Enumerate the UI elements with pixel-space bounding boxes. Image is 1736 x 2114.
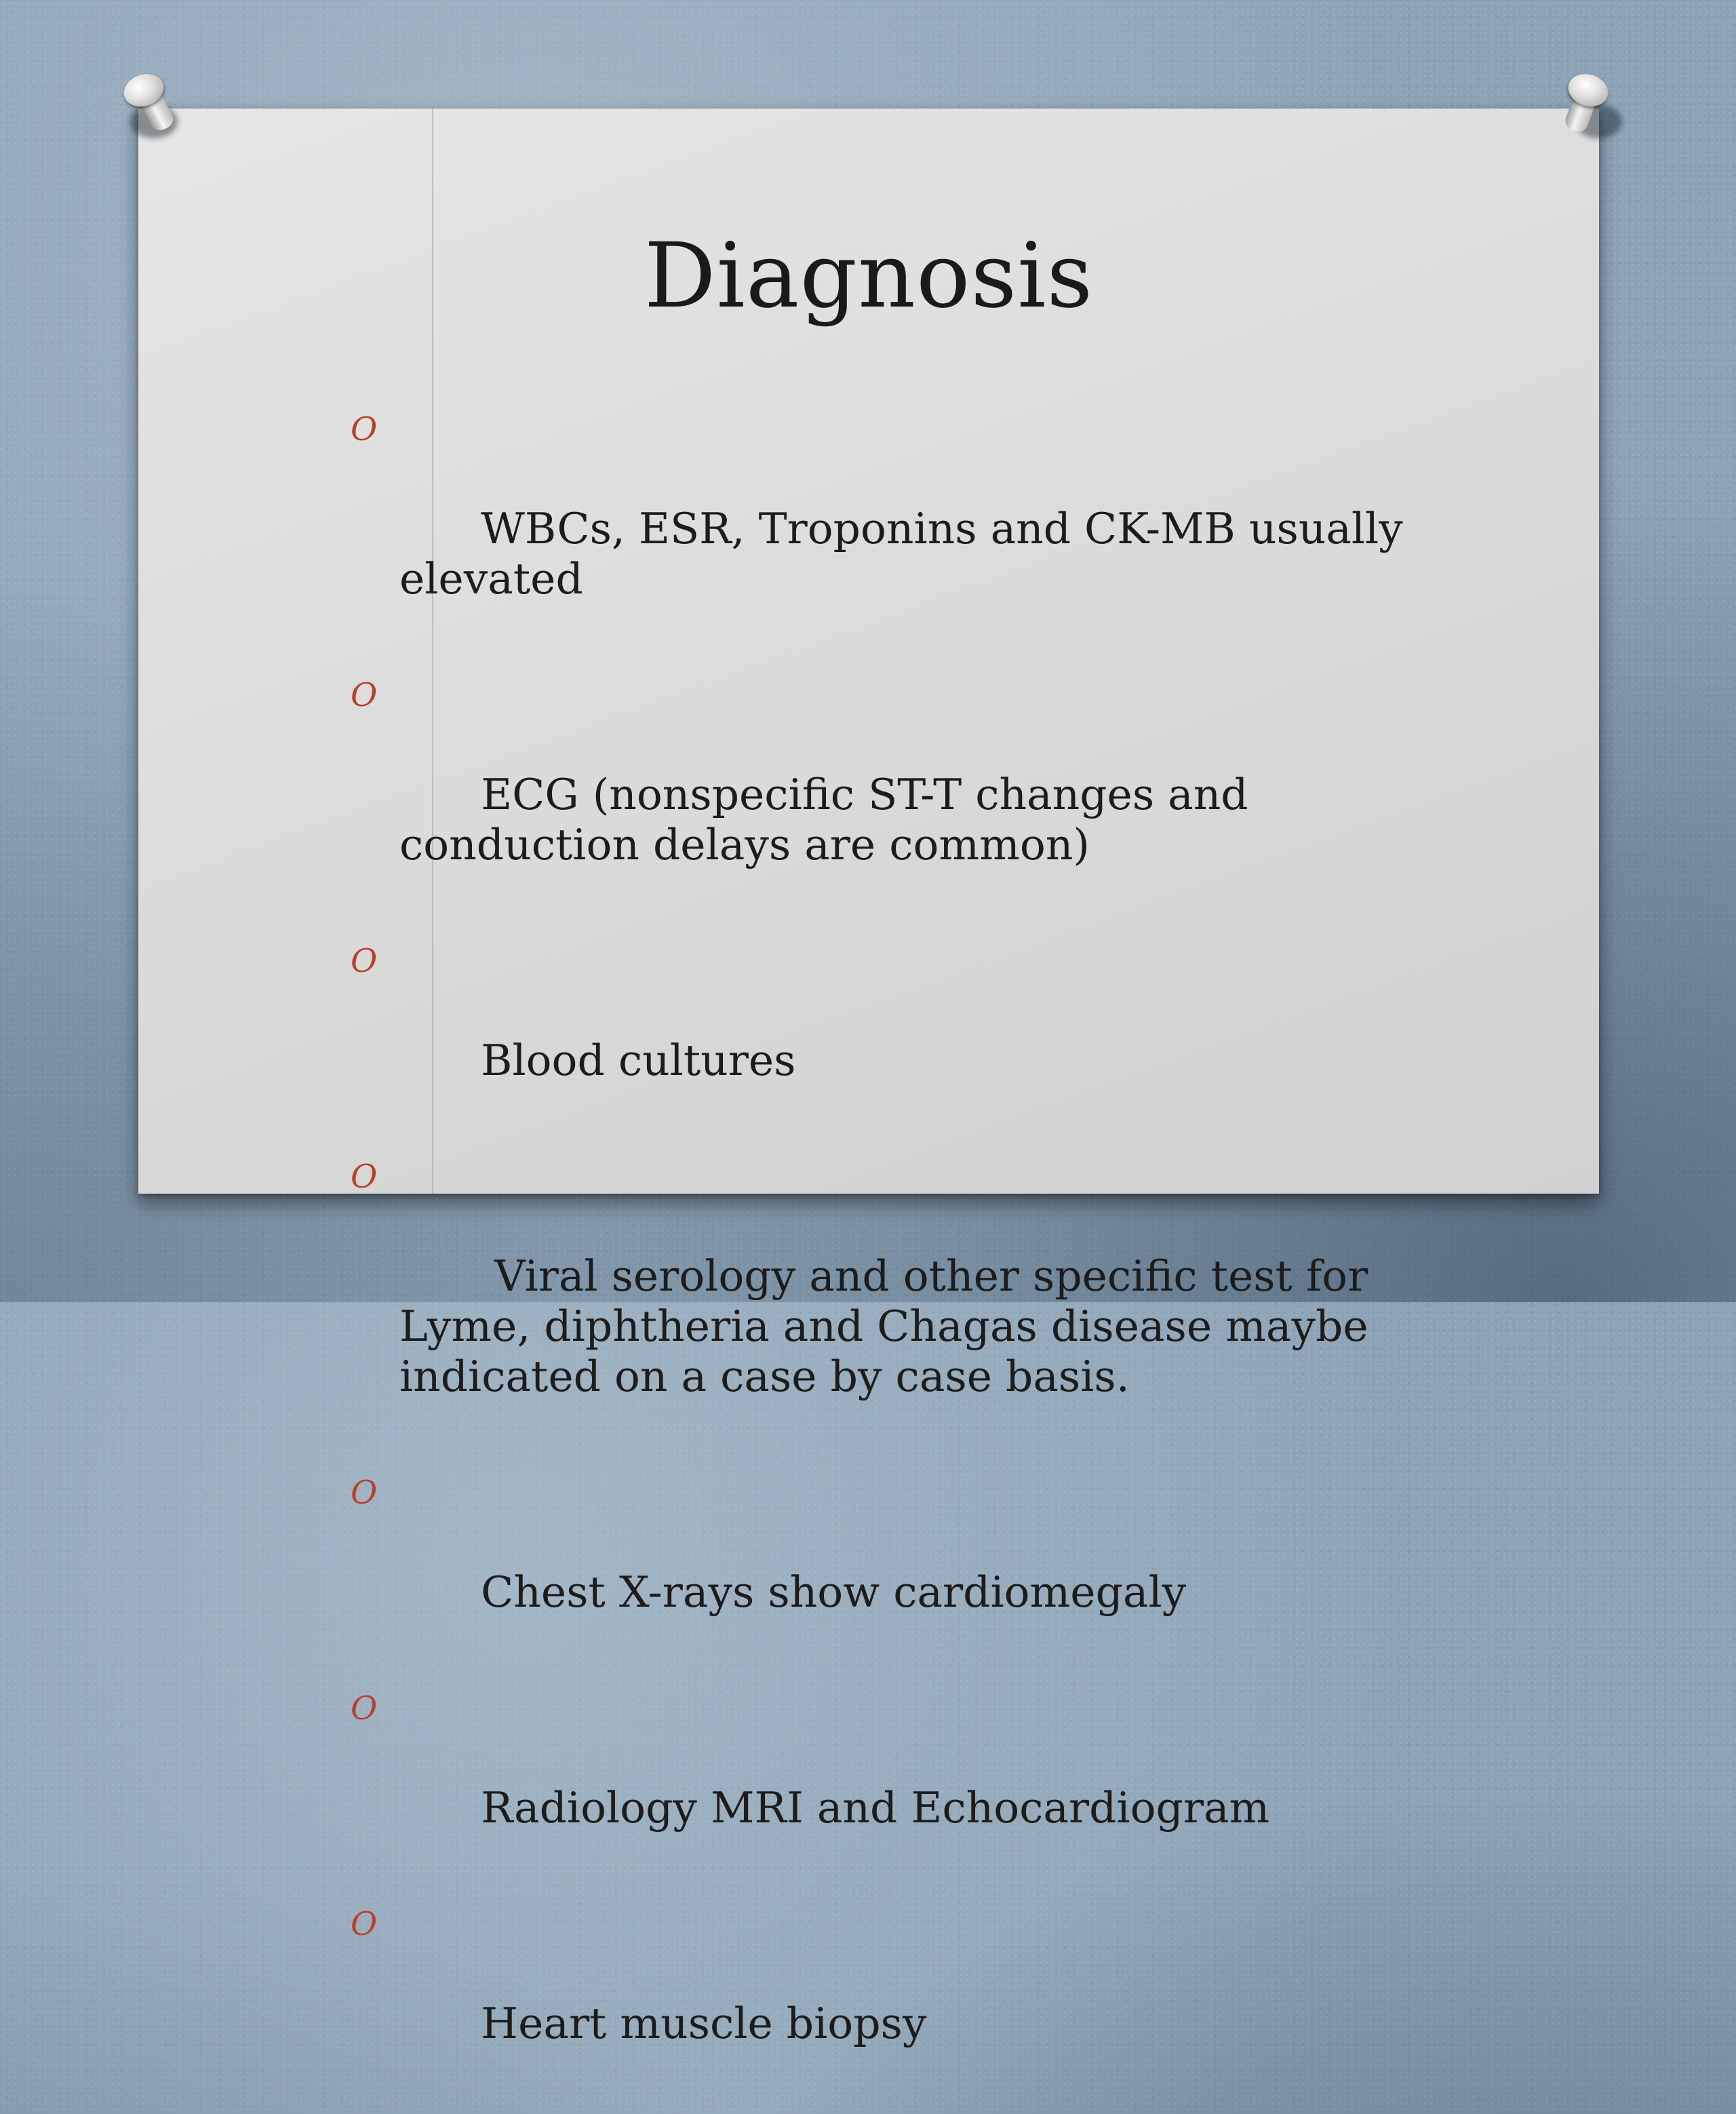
bullet-text: ECG (nonspecific ST-T changes and conduction delays are common)	[399, 770, 1262, 869]
bullet-list	[345, 404, 1417, 2114]
bullet-item	[345, 1683, 1403, 1883]
bullet-item	[345, 1898, 1403, 2099]
bullet-marker-icon: O	[351, 1689, 378, 1727]
bullet-text: Heart muscle biopsy	[481, 1999, 927, 2048]
bullet-text: Viral serology and other specific test for Lyme, diphtheria and Chagas disease maybe indicated on a case by case basis.	[399, 1251, 1382, 1401]
slide-title: Diagnosis	[644, 224, 1094, 328]
bullet-marker-icon: O	[351, 1158, 378, 1196]
pushpin-icon	[115, 69, 176, 144]
bullet-marker-icon: O	[351, 676, 378, 714]
bullet-marker-icon: O	[351, 1474, 378, 1512]
bullet-text: Chest X-rays show cardiomegaly	[481, 1567, 1187, 1617]
bullet-marker-icon: O	[351, 1905, 378, 1943]
bullet-item	[345, 935, 1403, 1136]
bullet-text: Radiology MRI and Echocardiogram	[481, 1783, 1270, 1833]
slide-paper	[138, 109, 1599, 2048]
bullet-item	[345, 1467, 1403, 1668]
bullet-text: WBCs, ESR, Troponins and CK-MB usually elevated	[399, 504, 1417, 604]
bullet-item	[345, 404, 1417, 654]
pushpin-icon	[1560, 69, 1621, 144]
bullet-text: Blood cultures	[481, 1036, 796, 1085]
bullet-item	[345, 1151, 1403, 1452]
bullet-marker-icon: O	[351, 942, 378, 980]
bullet-item	[345, 669, 1403, 920]
bullet-marker-icon: O	[351, 410, 378, 448]
